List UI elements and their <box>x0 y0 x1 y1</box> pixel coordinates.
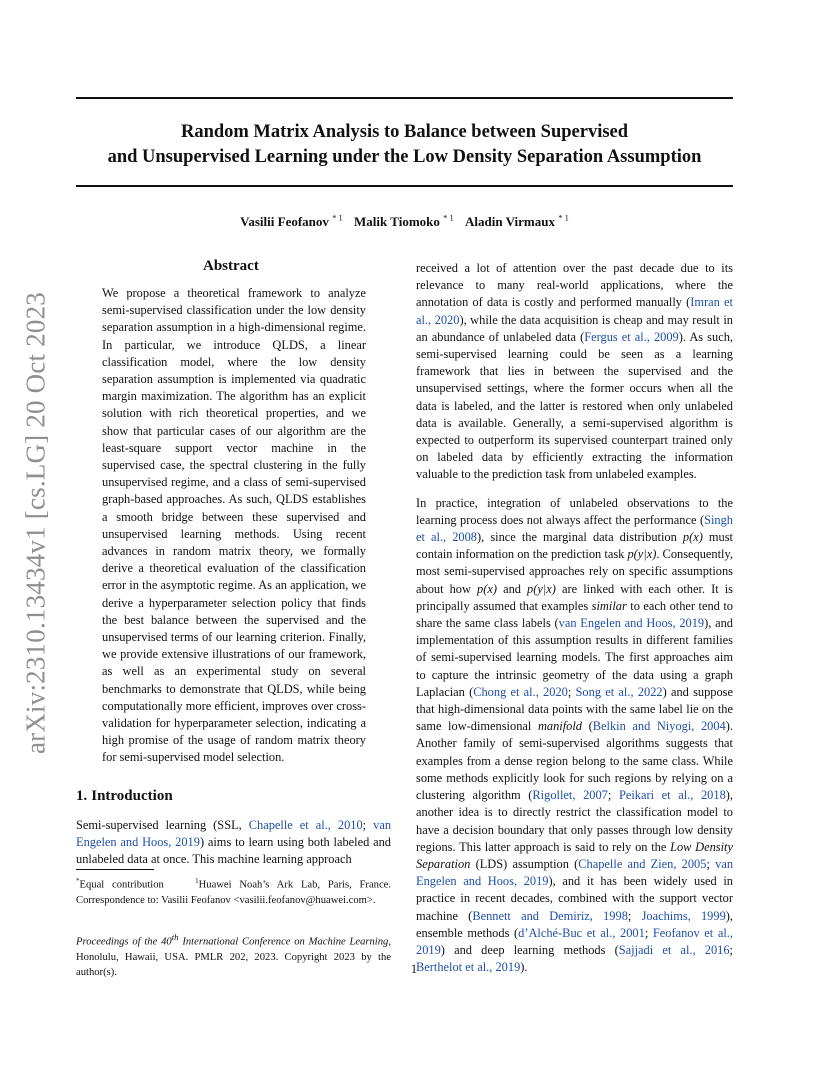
arxiv-stamp <box>20 288 51 758</box>
text-run: ) and deep learning methods ( <box>440 942 619 957</box>
citation-link[interactable]: Fergus et al., 2009 <box>584 329 679 344</box>
math-expression: p(x) <box>477 581 497 596</box>
citation-link[interactable]: van Engelen and Hoos, 2019 <box>558 616 705 631</box>
arxiv-identifier: arXiv:2310.13434v1 [cs.LG] 20 Oct 2023 <box>20 291 51 755</box>
text-run: ), another idea is to directly restrict the classification model to have a decision boundary that only passes through low density regions. This latter approach is said to rely on the <box>416 788 734 854</box>
emphasis-text: manifold <box>537 719 582 734</box>
citation-link[interactable]: Singh et al., 2008 <box>416 512 733 545</box>
title-rule-top <box>76 97 733 99</box>
text-run: ( <box>582 719 593 734</box>
text-run: ). <box>520 960 528 975</box>
text-run: (LDS) assumption ( <box>470 856 579 871</box>
text-run: ), and implementation of this assumption results in different families of semi-supervised learning models. The first approaches aim to capture the intrinsic geometry of the data using a graph Laplacian ( <box>416 616 733 699</box>
emphasis-text: Low Density Separation <box>416 839 733 871</box>
right-column <box>416 260 733 987</box>
text-run: In practice, integration of unlabeled observations to the learning process does not always affect the performance ( <box>416 495 733 527</box>
citation-link[interactable]: Chapelle and Zien, 2005 <box>578 856 707 871</box>
citation-link[interactable]: Imran et al., 2020 <box>416 295 734 327</box>
citation-link[interactable]: Bennett and Demiriz, 1998 <box>472 908 628 923</box>
citation-link[interactable]: Belkin and Niyogi, 2004 <box>592 719 726 734</box>
text-run: ). As such, semi-supervised learning could be seen as a learning framework that lies in between the supervised and the unsupervised settings, where the former occurs when all the data is labeled, and the latter is restored when only unlabeled data is available. Generally, a semi-supervised algorithm is expected to outperform its supervised counterpart trained only on labeled data by efficiently extracting the information valuable to the prediction task from unlabeled examples. <box>416 329 733 482</box>
text-run: ; <box>706 856 716 871</box>
section-heading-introduction <box>76 788 173 805</box>
text-run: received a lot of attention over the past decade due to its relevance to many real-world applications, where the annotation of data is costly and performed manually ( <box>416 261 733 310</box>
introduction-paragraph: Semi-supervised learning (SSL, Chapelle et al., 2010; van Engelen and Hoos, 2019) aims to learn using both labeled and unlabeled data at once. This machine learning approach <box>76 818 392 867</box>
body-paragraph <box>416 495 733 977</box>
citation-link[interactable]: Joachims, 1999 <box>641 908 726 923</box>
paper-title <box>76 120 733 170</box>
math-expression: p(y|x) <box>627 547 657 562</box>
citation-link[interactable]: Peikari et al., 2018 <box>618 788 726 803</box>
abstract-text: We propose a theoretical framework to analyze semi-supervised classification under the low density separation assumption in a high-dimensional regime. In particular, we introduce QLDS, a linear classification model, where the low density separation assumption is implemented via quadratic margin maximization. The algorithm has an explicit solution with rich theoretical properties, and we show that particular cases of our algorithm are the least-square support vector machine in the supervised case, the spectral clustering in the fully unsupervised regime, and a class of semi-supervised graph-based approaches. As such, QLDS establishes a smooth bridge between these supervised and unsupervised learning methods. Using recent advances in random matrix theory, we formally derive a theoretical evaluation of the classification error in the asymptotic regime. As an application, we derive a hyperparameter selection policy that finds the best balance between the supervised and the unsupervised terms of our learning criterion. Finally, we provide extensive illustrations of our framework, as well as an experimental study on several benchmarks to demonstrate that QLDS, while being computationally more efficient, improves over cross-validation for hyperparameter selection, indicating a high promise of the usage of random matrix theory for semi-supervised model selection. <box>102 286 366 765</box>
citation-link[interactable]: Song et al., 2022 <box>575 684 663 699</box>
section-number: 1. <box>76 788 88 804</box>
text-run: ; <box>644 925 653 940</box>
citation-link[interactable]: van Engelen and Hoos, 2019 <box>76 818 392 850</box>
citation-link[interactable]: d’Alché-Buc et al., 2001 <box>518 925 645 940</box>
text-run: ) and suppose that high-dimensional data points with the same label lie on the same low-dimensional <box>416 684 734 734</box>
text-run: to each other tend to share the same class labels ( <box>416 598 733 631</box>
text-run: ; <box>627 908 642 923</box>
title-line-2: and Unsupervised Learning under the Low Density Separation Assumption <box>107 147 702 167</box>
author: Malik Tiomoko $^{* 1}$ <box>354 213 454 230</box>
abstract-heading: Abstract <box>203 258 259 274</box>
emphasis-text: similar <box>591 598 627 613</box>
citation-link[interactable]: Feofanov et al., 2019 <box>416 925 733 957</box>
text-run: ; <box>567 684 576 699</box>
citation-link[interactable]: Chong et al., 2020 <box>473 684 568 699</box>
citation-link[interactable]: Rigollet, 2007 <box>532 788 608 803</box>
footnote: *Equal contribution $^1$Huawei Noah’s Ark Lab, Paris, France. Correspondence to: Vasilii Feofanov <vasilii.feofanov@huawei.com>. <box>76 877 392 906</box>
author: Vasilii Feofanov $^{* 1}$ <box>240 213 343 230</box>
title-rule-bottom <box>76 185 733 187</box>
math-expression: p(y|x) <box>527 581 556 596</box>
page-number: 1 <box>410 962 418 976</box>
text-run: ), and it has been widely used in practice in recent decades, combined with the support vector machine ( <box>416 874 733 923</box>
footnote-rule <box>76 869 154 870</box>
text-run: must contain information on the prediction task <box>416 530 733 562</box>
text-run: are linked with each other. It is principally assumed that examples <box>416 581 733 613</box>
citation-link[interactable]: Sajjadi et al., 2016 <box>618 942 730 957</box>
title-line-1: Random Matrix Analysis to Balance between Supervised <box>180 122 629 142</box>
author: Aladin Virmaux $^{* 1}$ <box>465 213 569 230</box>
proceedings-note: Proceedings of the 40th International Conference on Machine Learning, Honolulu, Hawaii, USA. PMLR 202, 2023. Copyright 2023 by the author(s). <box>76 932 391 978</box>
citation-link[interactable]: Chapelle et al., 2010 <box>248 818 363 832</box>
author-list <box>76 213 733 230</box>
section-title: Introduction <box>91 788 173 804</box>
text-run: ), ensemble methods ( <box>416 908 734 940</box>
text-run: ), since the marginal data distribution <box>477 530 683 545</box>
text-run: ; <box>729 942 733 957</box>
text-run: ), while the data acquisition is cheap and may result in an abundance of unlabeled data ( <box>416 312 733 344</box>
math-expression: p(x) <box>682 530 703 545</box>
body-paragraph <box>416 260 733 484</box>
text-run: . Consequently, most semi-supervised approaches rely on specific assumptions about how <box>416 547 733 596</box>
text-run: ; <box>607 788 619 803</box>
text-run: ). Another family of semi-supervised algorithms suggests that examples from a dense region belong to the same class. While some methods explicitly look for such regions by relying on a clustering algorithm ( <box>416 719 733 803</box>
citation-link[interactable]: Berthelot et al., 2019 <box>416 960 521 975</box>
citation-link[interactable]: van Engelen and Hoos, 2019 <box>416 856 734 889</box>
text-run: and <box>496 581 528 596</box>
